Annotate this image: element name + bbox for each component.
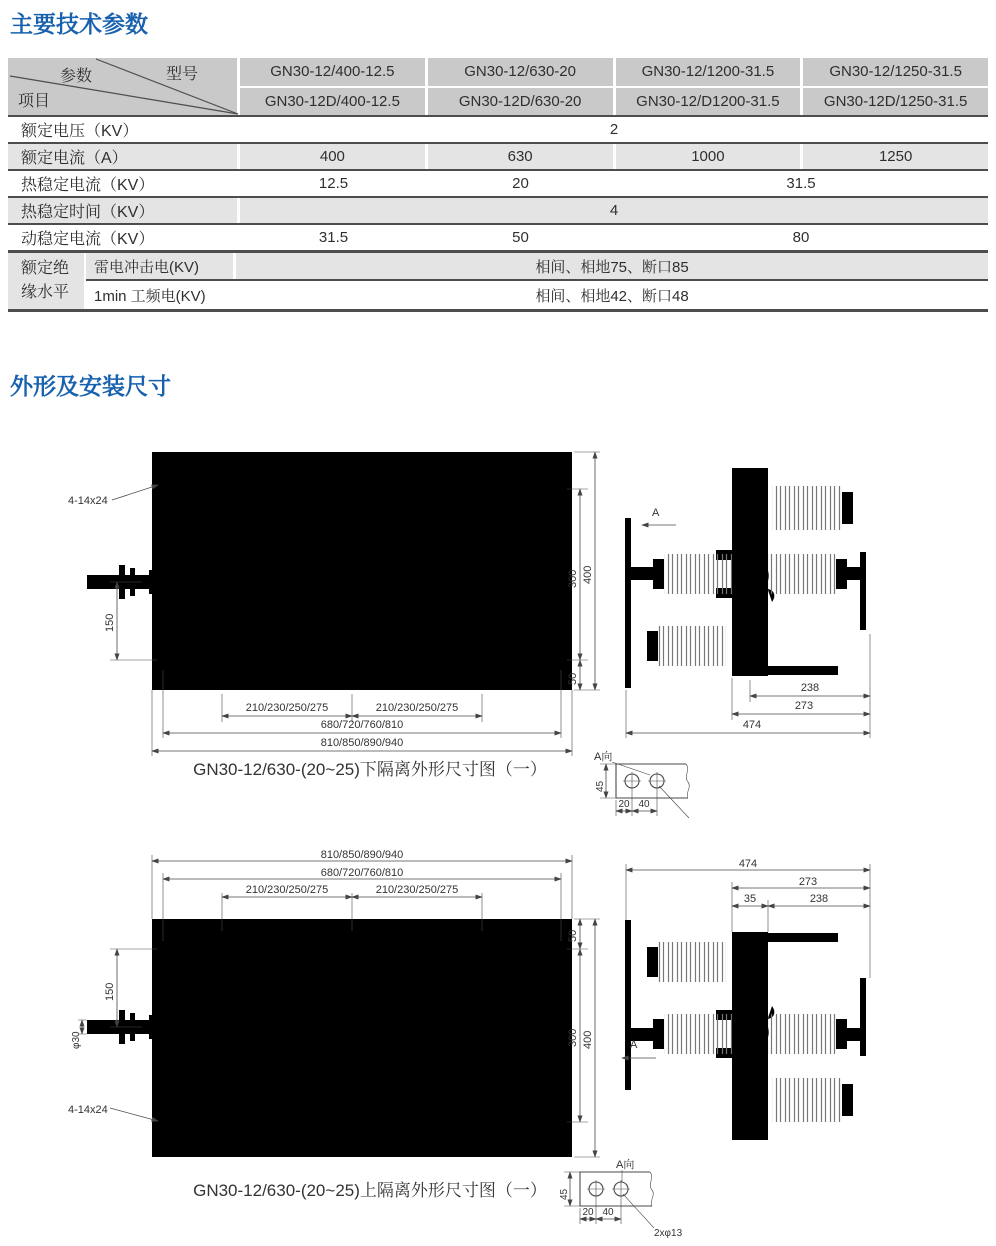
param-row-label: 1min 工频电(KV) — [94, 287, 206, 305]
dim-label: 50 — [567, 929, 579, 942]
view-arrow-label: A — [630, 1039, 638, 1051]
param-row-label: 动稳定电流（KV） — [21, 231, 155, 248]
figure2-front-view-drawing — [62, 845, 602, 1177]
figure2-side-view-drawing — [612, 848, 904, 1160]
view-arrow-label: A — [652, 507, 660, 519]
table-row — [8, 223, 988, 250]
table-row — [86, 281, 988, 309]
dim-label: 150 — [104, 613, 116, 632]
dim-label: 45 — [595, 780, 606, 792]
dim-label: 20 — [582, 1207, 594, 1218]
dim-label: 20 — [618, 799, 630, 810]
dim-label: 210/230/250/275 — [375, 702, 459, 714]
dim-label: 40 — [638, 799, 650, 810]
dim-label: 680/720/760/810 — [320, 719, 404, 731]
dim-label: 474 — [742, 719, 762, 731]
dim-label: 40 — [602, 1207, 614, 1218]
dim-label: 45 — [559, 1188, 570, 1200]
param-row-label: 额定电压（KV） — [21, 123, 139, 140]
model-header-cells — [240, 58, 988, 115]
model-cell: GN30-12/D1200-31.5 — [616, 88, 804, 116]
corner-label-model: 型号 — [166, 66, 199, 83]
figure1-front-view-drawing — [62, 432, 602, 764]
section-title-dimensions: 外形及安装尺寸 — [10, 373, 171, 399]
detail-title: A向 — [594, 751, 613, 763]
param-value: 2 — [609, 121, 619, 138]
dim-label: 238 — [809, 893, 829, 905]
param-row-label: 雷电冲击电(KV) — [86, 253, 236, 279]
dim-label: 210/230/250/275 — [245, 884, 329, 896]
dim-label: 4-14x24 — [68, 495, 108, 507]
param-value: 4 — [609, 202, 619, 219]
table-row — [8, 142, 988, 169]
dim-label: 238 — [800, 682, 820, 694]
dim-label: 300 — [567, 569, 579, 588]
dim-label: 4-14x24 — [68, 1104, 108, 1116]
param-value: 12.5 — [318, 175, 349, 192]
figure1-side-view-drawing — [612, 448, 904, 748]
dim-label: 273 — [794, 700, 814, 712]
model-cell: GN30-12D/400-12.5 — [240, 88, 428, 116]
parameters-table — [8, 58, 988, 312]
table-row — [86, 253, 988, 281]
figure2-a-view-detail — [550, 1156, 710, 1244]
dim-label: 273 — [798, 876, 818, 888]
param-value: 31.5 — [786, 175, 816, 192]
dim-label: 810/850/890/940 — [320, 737, 404, 749]
param-value: 20 — [512, 175, 529, 192]
table-row — [8, 169, 988, 196]
param-value: 630 — [428, 144, 616, 169]
corner-label-item: 项目 — [18, 93, 51, 110]
table-header — [8, 58, 988, 115]
detail-title: A向 — [616, 1159, 635, 1171]
model-cell: GN30-12/400-12.5 — [240, 58, 428, 86]
model-cell: GN30-12/1200-31.5 — [616, 58, 804, 86]
figure1-caption: GN30-12/630-(20~25)下隔离外形尺寸图（一） — [193, 760, 547, 779]
param-value: 1000 — [616, 144, 804, 169]
table-row — [8, 115, 988, 142]
dim-label: 150 — [104, 982, 116, 1001]
param-row-label: 额定电流（A） — [8, 144, 240, 169]
dim-label: 400 — [582, 1030, 594, 1049]
param-value: 相间、相地42、断口48 — [535, 287, 689, 305]
model-cell: GN30-12/630-20 — [428, 58, 616, 86]
model-cell: GN30-12/1250-31.5 — [829, 63, 962, 81]
dim-label: 210/230/250/275 — [245, 702, 329, 714]
figure2-caption: GN30-12/630-(20~25)上隔离外形尺寸图（一） — [193, 1181, 547, 1200]
figure1-a-view-detail — [586, 748, 708, 828]
insulation-level-block — [8, 250, 988, 312]
model-cell: GN30-12D/1250-31.5 — [823, 92, 968, 110]
insulation-group-label: 额定绝缘水平 — [8, 253, 86, 309]
dim-label: φ30 — [71, 1031, 82, 1049]
param-row-label: 热稳定时间（KV） — [8, 198, 240, 223]
dim-label: 680/720/760/810 — [320, 867, 404, 879]
param-value: 400 — [240, 144, 428, 169]
dim-label: 300 — [567, 1028, 579, 1047]
param-value: 31.5 — [318, 229, 349, 246]
param-value: 80 — [792, 229, 810, 246]
dim-label: 810/850/890/940 — [320, 849, 404, 861]
table-row — [8, 196, 988, 223]
dim-label: 400 — [582, 565, 594, 584]
param-row-label: 热稳定电流（KV） — [21, 177, 155, 194]
dim-label: 474 — [738, 858, 758, 870]
param-value: 相间、相地75、断口85 — [535, 258, 689, 276]
dim-label: 50 — [567, 672, 579, 685]
model-cell: GN30-12D/630-20 — [428, 88, 616, 116]
corner-label-param: 参数 — [60, 68, 93, 85]
header-corner-cell — [8, 58, 240, 115]
param-value: 50 — [512, 229, 529, 246]
dim-label: 2xφ13 — [654, 1228, 683, 1239]
dim-label: 210/230/250/275 — [375, 884, 459, 896]
section-title-parameters: 主要技术参数 — [10, 11, 148, 37]
dim-label: 35 — [743, 893, 757, 905]
param-value: 1250 — [878, 148, 913, 165]
